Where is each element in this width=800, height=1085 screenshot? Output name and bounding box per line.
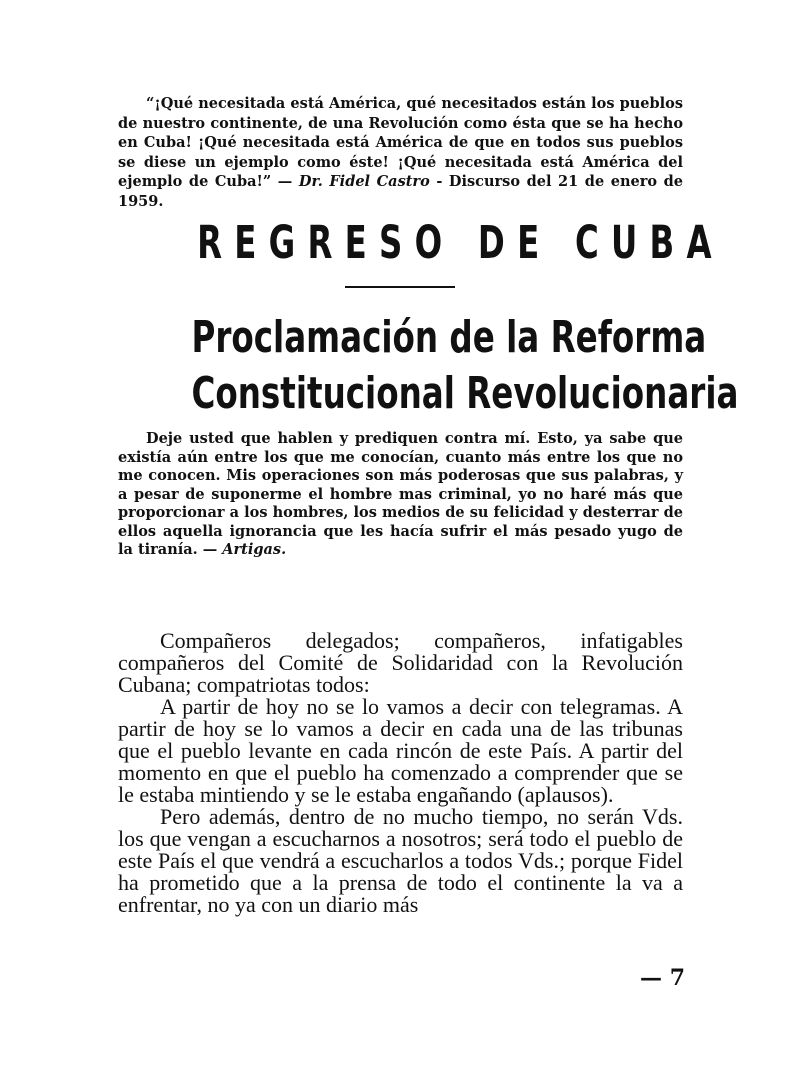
chapter-heading-line-2: Constitucional Revolucionaria: [191, 368, 739, 419]
body-paragraph: A partir de hoy no se lo vamos a decir con telegramas. A partir de hoy se lo vamos a decir en cada una de las tribunas que el pueblo levante en cada rincón de este País. A partir del momento en que el pueblo ha comenzado a comprender que se le estaba mintiendo y se le estaba engañando (aplausos).: [118, 694, 683, 807]
artigas-quote-paragraph: [118, 430, 683, 560]
chapter-heading-line-1: Proclamación de la Reforma: [191, 312, 707, 363]
title-divider: [345, 286, 455, 288]
chapter-heading: [118, 310, 739, 422]
speech-body: [118, 630, 683, 916]
artigas-quote-author: Artigas.: [222, 541, 287, 558]
castro-quote-source: - Discurso del 21 de enero de 1959.: [118, 173, 683, 210]
body-paragraph: Pero además, dentro de no mucho tiempo, no serán Vds. los que vengan a escucharnos a nosotros; será todo el pueblo de este País el que vendrá a escucharlos a todos Vds.; porque Fidel ha prometido que a la prensa de todo el continente la va a enfrentar, no ya con un diario más: [118, 804, 683, 917]
castro-quote-author: Dr. Fidel Castro: [298, 173, 430, 190]
artigas-epigraph: [118, 430, 683, 560]
body-paragraph: Compañeros delegados; compañeros, infatigables compañeros del Comité de Solidaridad con la Revolución Cubana; compatriotas todos:: [118, 628, 683, 697]
section-title: REGRESO DE CUBA: [197, 216, 724, 269]
castro-quote-text: “¡Qué necesitada está América, qué necesitados están los pueblos de nuestro continente, de una Revolución como ésta que se ha hecho en Cuba! ¡Qué necesitada está América de que en todos sus pueblos se diese un ejemplo como éste! ¡Qué necesitada está América del ejemplo de Cuba!” —: [118, 95, 683, 190]
artigas-quote-text: Deje usted que hablen y prediquen contra mí. Esto, ya sabe que existía aún entre los que me conocían, cuanto más entre los que no me conocen. Mis operaciones son más poderosas que sus palabras, y a pesar de suponerme el hombre mas criminal, yo no haré más que proporcionar a los hombres, los medios de su felicidad y desterrar de ellos aquella ignorancia que les hacía sufrir el más pesado yugo de la tiranía. —: [118, 430, 683, 558]
page-number: — 7: [640, 965, 685, 991]
castro-epigraph: [118, 94, 683, 211]
castro-quote-paragraph: [118, 94, 683, 211]
